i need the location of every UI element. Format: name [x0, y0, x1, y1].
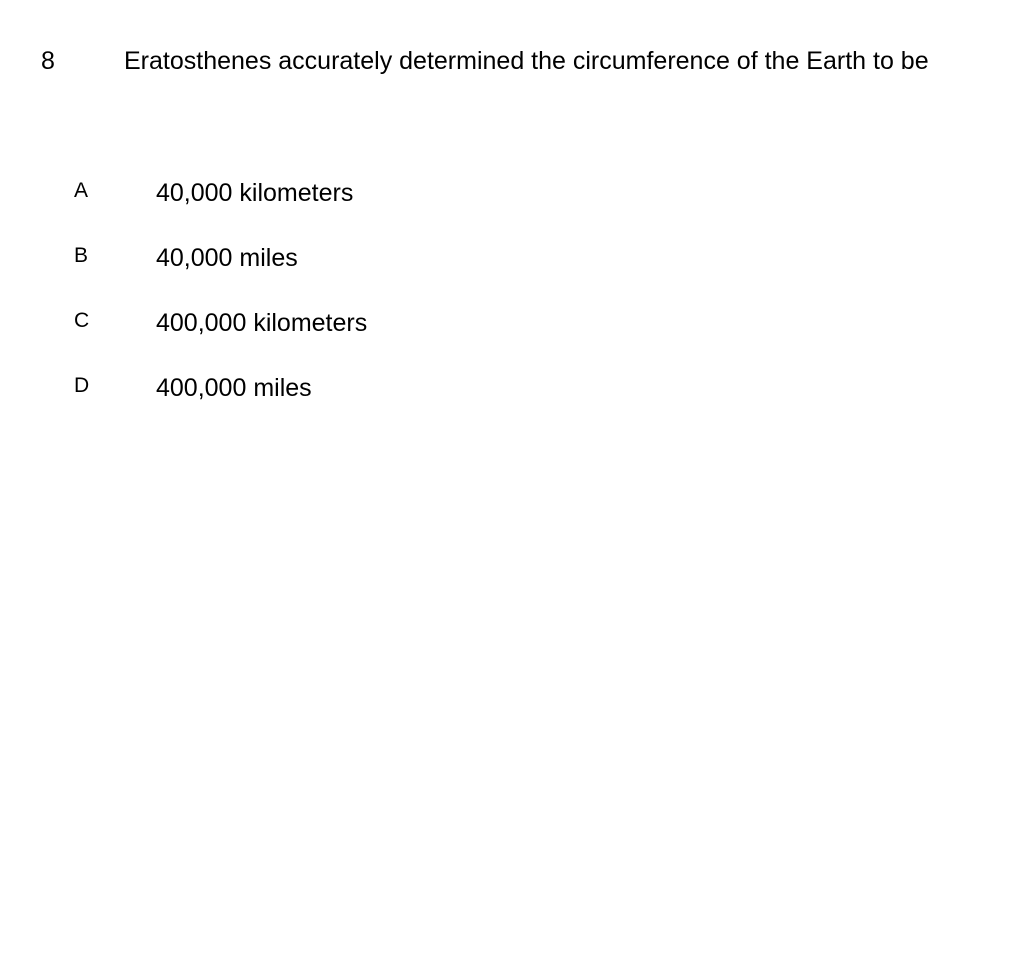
choice-letter: A: [74, 179, 89, 202]
choice-letter: D: [74, 374, 90, 397]
question-text: Eratosthenes accurately determined the circumference of the Earth to be: [124, 47, 929, 75]
choice-text: 400,000 kilometers: [156, 309, 368, 337]
choice-letter: B: [74, 244, 89, 267]
choice-text: 40,000 kilometers: [156, 179, 354, 207]
choice-b[interactable]: [0, 241, 600, 281]
choice-text: 40,000 miles: [156, 244, 298, 272]
choice-c[interactable]: [0, 306, 600, 346]
question-number: 8: [41, 47, 55, 75]
choice-d[interactable]: [0, 371, 600, 411]
choice-letter: C: [74, 309, 90, 332]
choice-a[interactable]: [0, 176, 600, 216]
choice-text: 400,000 miles: [156, 374, 312, 402]
